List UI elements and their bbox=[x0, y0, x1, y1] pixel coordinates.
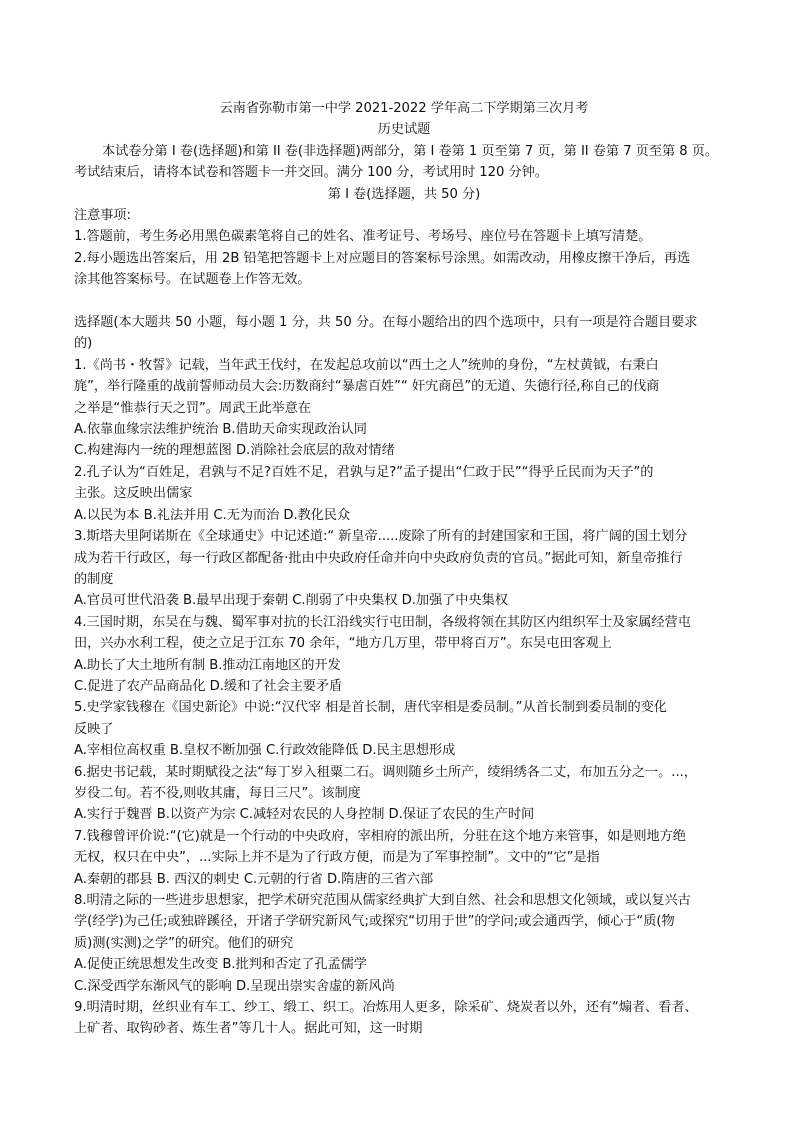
question-options-line: A.助长了大土地所有制 B.推动江南地区的开发 bbox=[74, 657, 341, 673]
question-stem-line: 之举是“惟恭行天之罚”。周武王此举意在 bbox=[74, 400, 311, 416]
question-options-line: A.促使正统思想发生改变 B.批判和否定了孔孟儒学 bbox=[74, 957, 367, 973]
question-stem-line: 的制度 bbox=[74, 571, 114, 587]
question-stem-line: 旄”，举行隆重的战前誓师动员大会:历数商纣“暴虐百姓”“ 奸宄商邑”的无道、失德行径,称自己的伐商 bbox=[74, 379, 660, 395]
notes-item-2-line-2: 涂其他答案标号。在试题卷上作答无效。 bbox=[74, 272, 311, 288]
question-stem-line: 无权，权只在中央”，...实际上并不是为了行政方便，而是为了军事控制”。文中的“它”是指 bbox=[74, 850, 600, 866]
question-options-line: C.深受西学东渐风气的影响 D.呈现出崇实舍虚的新风尚 bbox=[74, 978, 395, 994]
question-options-line: A.依靠血缘宗法维护统治 B.借助天命实现政治认同 bbox=[74, 422, 367, 438]
notes-item-1: 1.答题前，考生务必用黑色碳素笔将自己的姓名、准考证号、考场号、座位号在答题卡上填写清楚。 bbox=[74, 229, 652, 245]
question-stem-line: 学(经学)为己任;或独辟蹊径，开诸子学研究新风气;或探究“切用于世”的学问;或会通西学，倾心于“质(物 bbox=[74, 914, 675, 930]
question-9 bbox=[74, 997, 734, 1040]
question-options-line: A.以民为本 B.礼法并用 C.无为而治 D.教化民众 bbox=[74, 507, 351, 523]
question-stem-line: 质)测(实测)之学”的研究。他们的研究 bbox=[74, 935, 294, 951]
exam-title: 云南省弥勒市第一中学 2021-2022 学年高二下学期第三次月考 bbox=[219, 101, 589, 116]
question-list bbox=[74, 355, 734, 1040]
question-options-line: C.构建海内一统的理想蓝图 D.消除社会底层的敌对情绪 bbox=[74, 443, 395, 459]
instructions-line-1: 选择题(本大题共 50 小题，每小题 1 分，共 50 分。在每小题给出的四个选项中，只有一项是符合题目要求 bbox=[74, 315, 698, 331]
intro-line-1: 本试卷分第 I 卷(选择题)和第 II 卷(非选择题)两部分，第 I 卷第 1 页至第 7 页，第 II 卷第 7 页至第 8 页。 bbox=[102, 143, 718, 159]
question-4 bbox=[74, 612, 734, 698]
section-heading: 第 I 卷(选择题，共 50 分) bbox=[327, 186, 481, 202]
question-stem-line: 3.斯塔夫里阿诺斯在《全球通史》中记述道:“ 新皇帝.....废除了所有的封建国家和王国，将广阔的国土划分 bbox=[74, 529, 688, 545]
question-stem-line: 反映了 bbox=[74, 721, 114, 737]
question-5 bbox=[74, 697, 734, 761]
notes-item-2-line-1: 2.每小题选出答案后，用 2B 铅笔把答题卡上对应题目的答案标号涂黑。如需改动，用橡皮擦干净后，再选 bbox=[74, 250, 691, 266]
intro-line-2: 考试结束后，请将本试卷和答题卡一并交回。满分 100 分，考试用时 120 分钟。 bbox=[74, 165, 548, 181]
question-stem-line: 7.钱穆曾评价说:“(它)就是一个行动的中央政府，宰相府的派出所，分驻在这个地方来管事，如是则地方绝 bbox=[74, 828, 686, 844]
question-stem-line: 2.孔子认为“百姓足，君孰与不足?百姓不足，君孰与足?”孟子提出“仁政于民”“得乎丘民而为天子”的 bbox=[74, 464, 654, 480]
notes-heading: 注意事项: bbox=[74, 208, 131, 224]
question-1 bbox=[74, 355, 734, 462]
question-options-line: A.秦朝的郡县 B. 西汉的刺史 C.元朝的行省 D.隋唐的三省六部 bbox=[74, 871, 434, 887]
question-options-line: A.官员可世代沿袭 B.最早出现于秦朝 C.削弱了中央集权 D.加强了中央集权 bbox=[74, 593, 508, 609]
exam-page bbox=[74, 98, 734, 1040]
question-options-line: C.促进了农产品商品化 D.缓和了社会主要矛盾 bbox=[74, 678, 343, 694]
question-7 bbox=[74, 826, 734, 890]
question-stem-line: 8.明清之际的一些进步思想家，把学术研究范围从儒家经典扩大到自然、社会和思想文化领域，或以复兴古 bbox=[74, 893, 691, 909]
exam-subject: 历史试题 bbox=[377, 122, 431, 138]
question-stem-line: 上矿者、取钩砂者、炼生者”等几十人。据此可知，这一时期 bbox=[74, 1021, 423, 1037]
question-stem-line: 主张。这反映出儒家 bbox=[74, 486, 193, 502]
question-stem-line: 6.据史书记载，某时期赋役之法“每丁岁入租粟二石。调则随乡土所产，绫绢绣各二丈，布加五分之一。...， bbox=[74, 764, 697, 780]
question-stem-line: 田，兴办水利工程，使之立足于江东 70 余年，“地方几万里，带甲将百万”。东吴屯田客观上 bbox=[74, 636, 612, 652]
question-3 bbox=[74, 526, 734, 612]
instructions-line-2: 的) bbox=[74, 336, 93, 352]
question-6 bbox=[74, 762, 734, 826]
question-stem-line: 5.史学家钱穆在《国史新论》中说:“汉代宰 相是首长制，唐代宰相是委员制。”从首长制到委员制的变化 bbox=[74, 700, 667, 716]
question-options-line: A.宰相位高权重 B.皇权不断加强 C.行政效能降低 D.民主思想形成 bbox=[74, 743, 456, 759]
question-stem-line: 岁役二旬。若不役,则收其庸，每日三尺”。该制度 bbox=[74, 785, 361, 801]
question-stem-line: 9.明清时期，丝织业有车工、纱工、缎工、织工。冶炼用人更多，除采矿、烧炭者以外，还有“煽者、看者、 bbox=[74, 1000, 698, 1016]
spacer bbox=[74, 291, 734, 312]
question-8 bbox=[74, 890, 734, 997]
question-stem-line: 1.《尚书・牧誓》记载，当年武王伐纣，在发起总攻前以“西土之人”统帅的身份，“左杖黄钺，右秉白 bbox=[74, 357, 659, 373]
question-stem-line: 4.三国时期，东吴在与魏、蜀军事对抗的长江沿线实行屯田制，各级将领在其防区内组织军士及家属经营屯 bbox=[74, 614, 691, 630]
question-options-line: A.实行于魏晋 B.以资产为宗 C.减轻对农民的人身控制 D.保证了农民的生产时间 bbox=[74, 807, 535, 823]
question-2 bbox=[74, 462, 734, 526]
question-stem-line: 成为若干行政区，每一行政区都配备·批由中央政府任命并向中央政府负责的官员。”据此可知，新皇帝推行 bbox=[74, 550, 683, 566]
